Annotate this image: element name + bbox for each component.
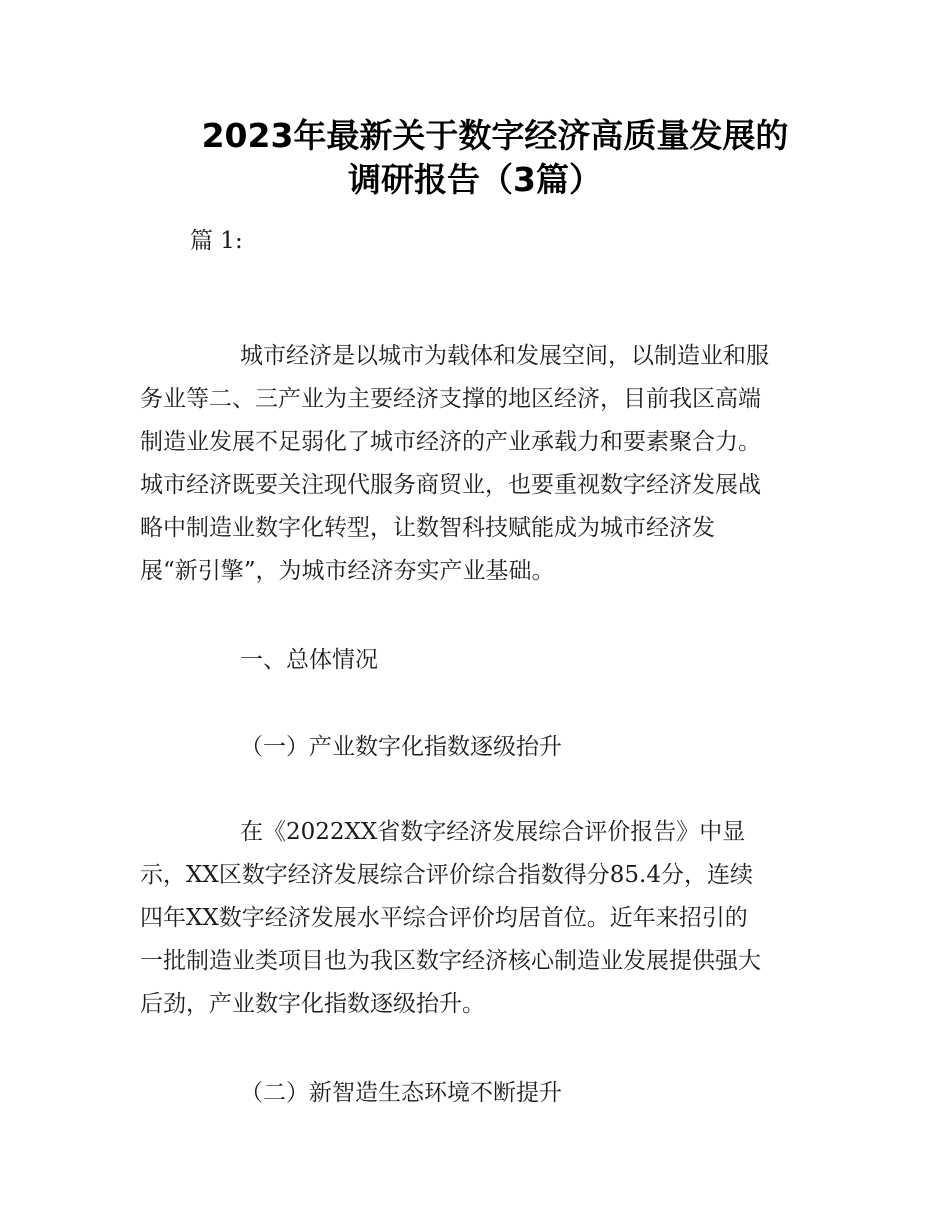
document-title-line-2: 调研报告（3篇） bbox=[348, 160, 602, 199]
paragraph-2-line-5: 后劲，产业数字化指数逐级抬升。 bbox=[140, 991, 485, 1017]
paragraph-1-line-3: 制造业发展不足弱化了城市经济的产业承载力和要素聚合力。 bbox=[140, 429, 761, 455]
paragraph-2-line-2: 示，XX区数字经济发展综合评价综合指数得分85.4分，连续 bbox=[140, 862, 753, 888]
paragraph-1-line-5: 略中制造业数字化转型，让数智科技赋能成为城市经济发 bbox=[140, 515, 715, 541]
section-label: 篇 1: bbox=[190, 228, 243, 254]
paragraph-1-line-2: 务业等二、三产业为主要经济支撑的地区经济，目前我区高端 bbox=[140, 386, 761, 412]
document-title-line-1: 2023年最新关于数字经济高质量发展的 bbox=[201, 116, 789, 155]
paragraph-2-line-3: 四年XX数字经济发展水平综合评价均居首位。近年来招引的 bbox=[140, 905, 748, 931]
paragraph-2-line-4: 一批制造业类项目也为我区数字经济核心制造业发展提供强大 bbox=[140, 948, 761, 974]
subheading-smart-manufacturing: （二）新智造生态环境不断提升 bbox=[240, 1080, 562, 1106]
paragraph-1-line-6: 展“新引擎”，为城市经济夯实产业基础。 bbox=[140, 558, 555, 584]
paragraph-2-line-1: 在《2022XX省数字经济发展综合评价报告》中显 bbox=[240, 819, 746, 845]
subheading-industrial-digitalization: （一）产业数字化指数逐级抬升 bbox=[240, 734, 562, 760]
section-heading-overview: 一、总体情况 bbox=[240, 647, 378, 673]
paragraph-1-line-1: 城市经济是以城市为载体和发展空间，以制造业和服 bbox=[240, 343, 769, 369]
paragraph-1-line-4: 城市经济既要关注现代服务商贸业，也要重视数字经济发展战 bbox=[140, 472, 761, 498]
